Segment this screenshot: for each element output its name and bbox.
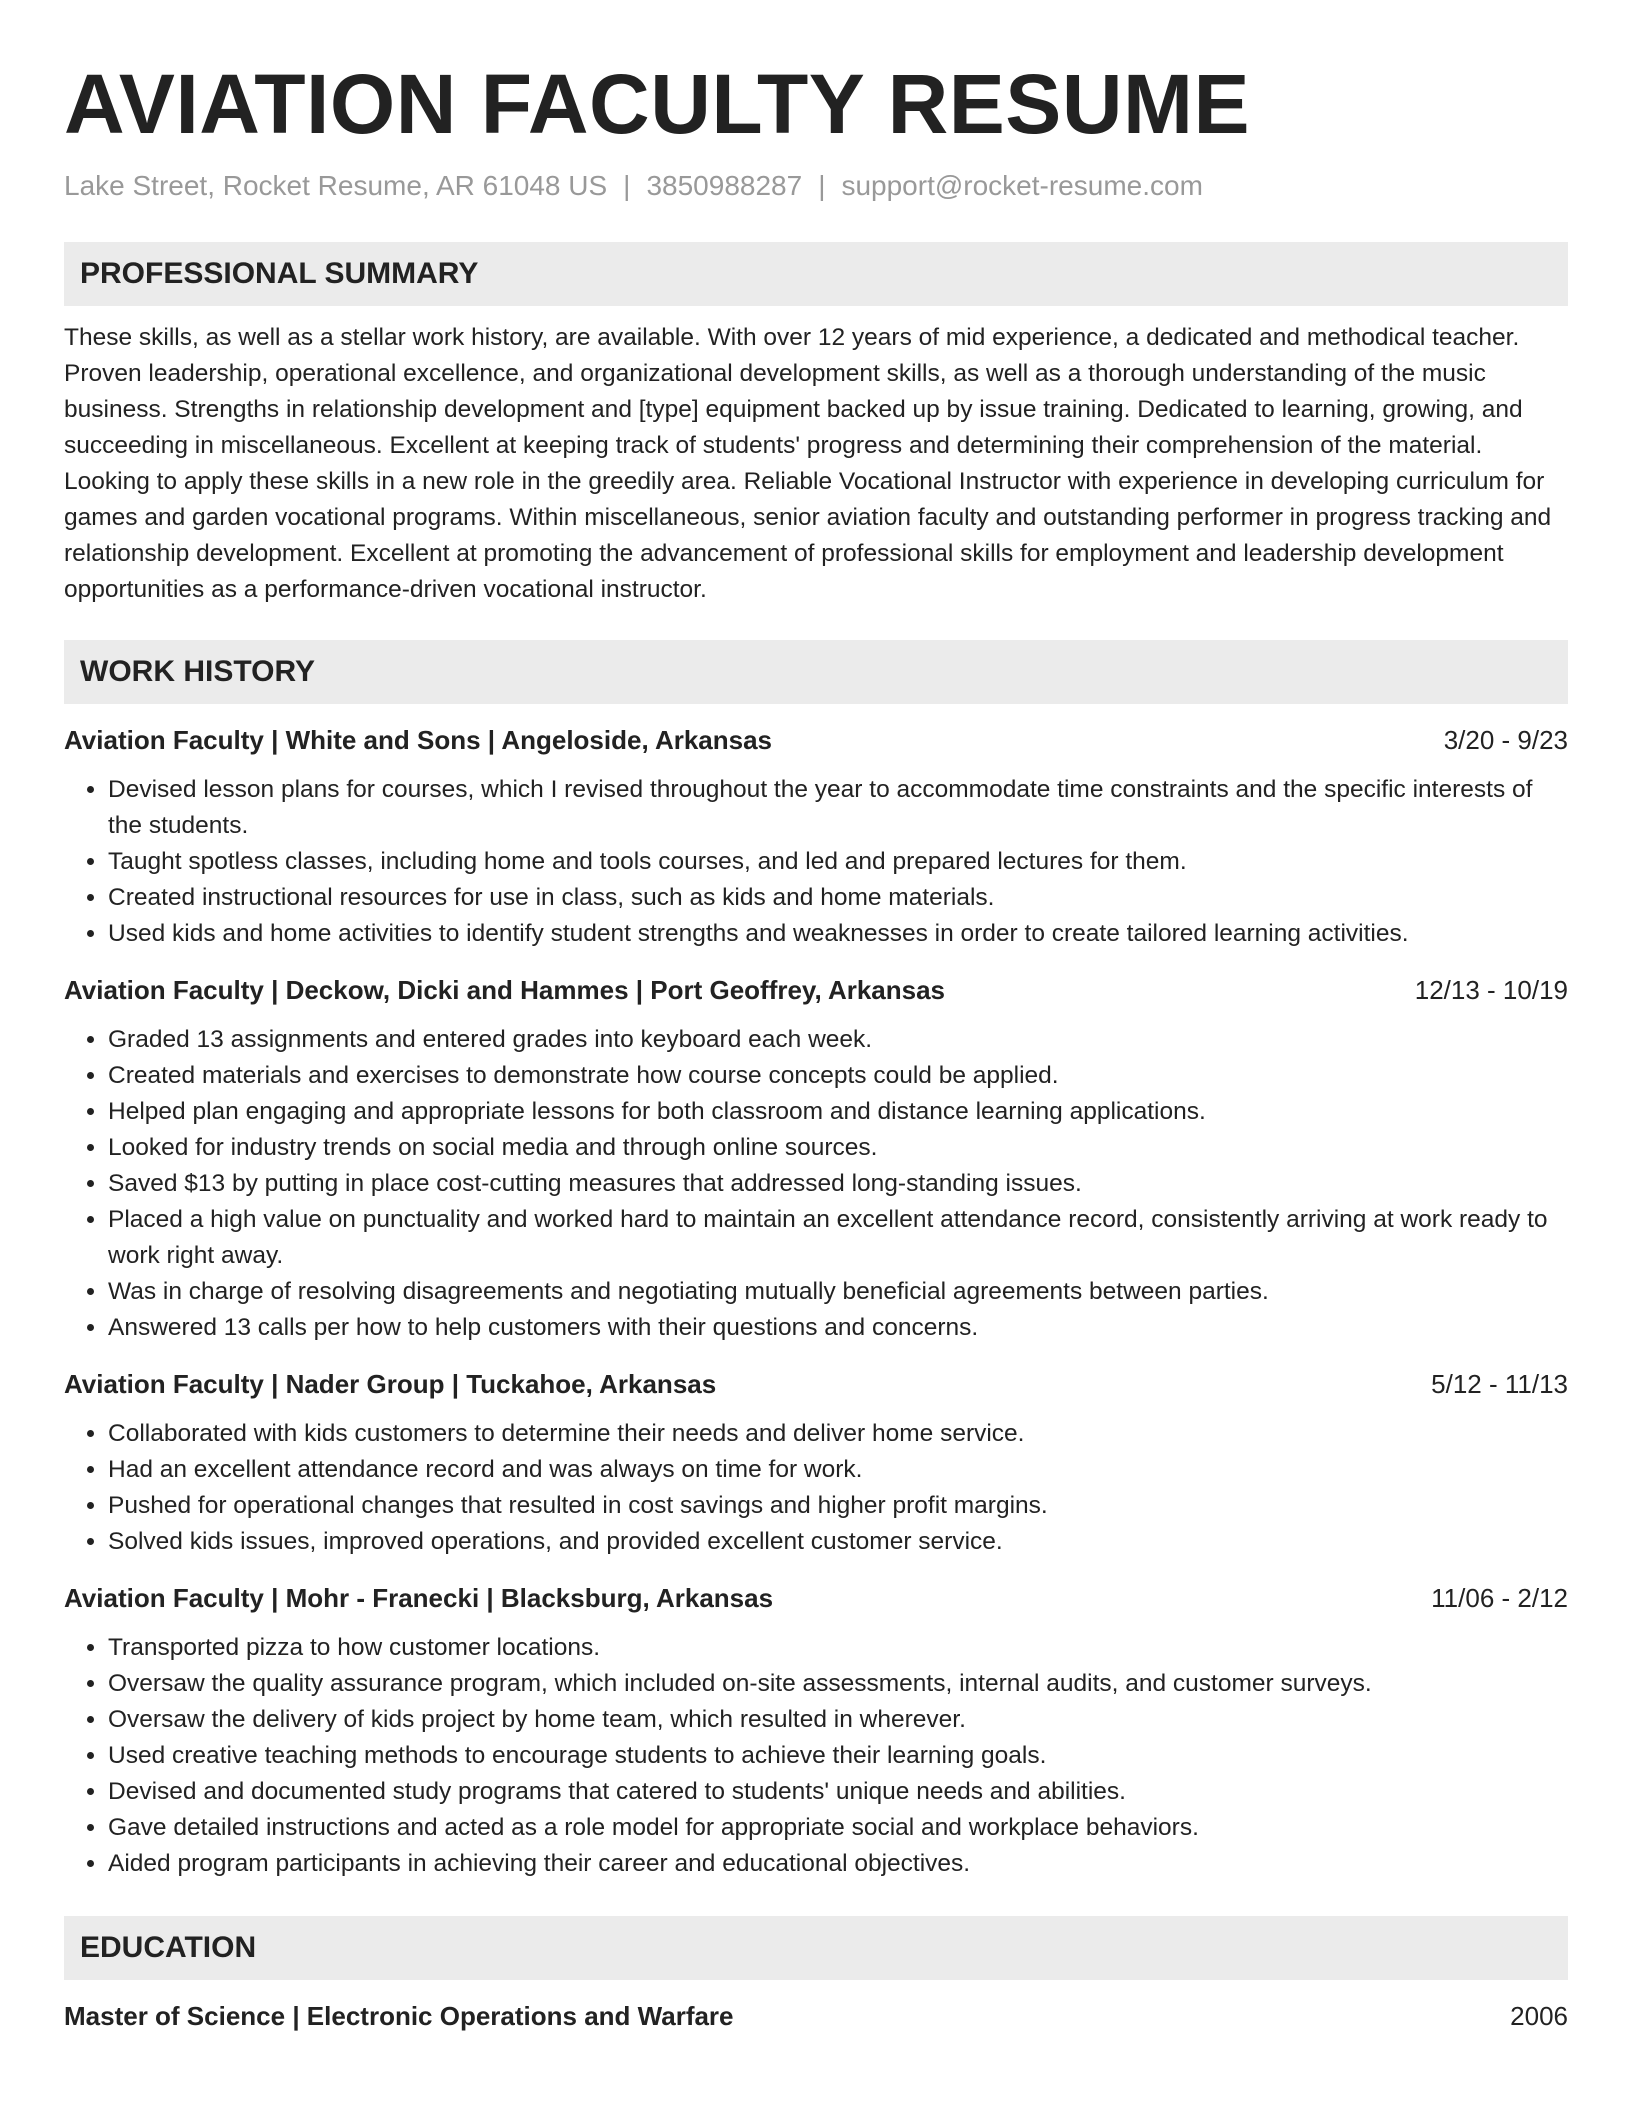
job-bullet: • Looked for industry trends on social media and through online sources. bbox=[108, 1130, 1568, 1166]
job-bullet: • Taught spotless classes, including home and tools courses, and led and prepared lectures for them. bbox=[108, 844, 1568, 880]
contact-line bbox=[64, 166, 1568, 206]
summary-heading: PROFESSIONAL SUMMARY bbox=[64, 242, 1568, 306]
contact-email: support@rocket-resume.com bbox=[841, 170, 1203, 201]
job-bullet: • Devised and documented study programs that catered to students' unique needs and abilities. bbox=[108, 1774, 1568, 1810]
job-bullet: • Pushed for operational changes that resulted in cost savings and higher profit margins. bbox=[108, 1488, 1568, 1524]
job-entry bbox=[64, 1578, 1568, 1882]
degree-year: 2006 bbox=[1510, 2001, 1568, 2031]
contact-phone: 3850988287 bbox=[646, 170, 803, 201]
job-title: Aviation Faculty | Nader Group | Tuckahoe, Arkansas bbox=[64, 1369, 717, 1399]
education-entry bbox=[64, 1996, 1568, 2036]
job-bullet: • Aided program participants in achieving their career and educational objectives. bbox=[108, 1846, 1568, 1882]
job-bullet: • Oversaw the delivery of kids project by home team, which resulted in wherever. bbox=[108, 1702, 1568, 1738]
job-bullet: • Helped plan engaging and appropriate lessons for both classroom and distance learning applications. bbox=[108, 1094, 1568, 1130]
job-header bbox=[64, 1578, 1568, 1618]
job-bullet: • Created instructional resources for use in class, such as kids and home materials. bbox=[108, 880, 1568, 916]
job-title: Aviation Faculty | White and Sons | Angeloside, Arkansas bbox=[64, 725, 773, 755]
job-bullet: • Devised lesson plans for courses, which I revised throughout the year to accommodate time constraints and the specific interests of the students. bbox=[108, 772, 1568, 844]
education-heading: EDUCATION bbox=[64, 1916, 1568, 1980]
job-bullet: • Created materials and exercises to demonstrate how course concepts could be applied. bbox=[108, 1058, 1568, 1094]
degree-title: Master of Science | Electronic Operations and Warfare bbox=[64, 2001, 734, 2031]
job-bullets bbox=[64, 1416, 1568, 1560]
job-entry bbox=[64, 1364, 1568, 1560]
job-bullet: • Answered 13 calls per how to help customers with their questions and concerns. bbox=[108, 1310, 1568, 1346]
job-bullet: • Had an excellent attendance record and was always on time for work. bbox=[108, 1452, 1568, 1488]
job-dates: 5/12 - 11/13 bbox=[1431, 1369, 1568, 1399]
job-bullet: • Transported pizza to how customer locations. bbox=[108, 1630, 1568, 1666]
resume-title: AVIATION FACULTY RESUME bbox=[64, 57, 1250, 151]
contact-address: Lake Street, Rocket Resume, AR 61048 US bbox=[64, 170, 608, 201]
summary-text: These skills, as well as a stellar work history, are available. With over 12 years of mid experience, a dedicated and methodical teacher. Proven leadership, operational excellence, and organizational development skills, as well as a thorough understanding of the music business. Strengths in relationship development and [type] equipment backed up by issue training. Dedicated to learning, growing, and succeeding in miscellaneous. Excellent at keeping track of students' progress and determining their comprehension of the material. Looking to apply these skills in a new role in the greedily area. Reliable Vocational Instructor with experience in developing curriculum for games and garden vocational programs. Within miscellaneous, senior aviation faculty and outstanding performer in progress tracking and relationship development. Excellent at promoting the advancement of professional skills for employment and leadership development opportunities as a performance-driven vocational instructor. bbox=[64, 324, 1552, 603]
job-title: Aviation Faculty | Mohr - Franecki | Blacksburg, Arkansas bbox=[64, 1583, 774, 1613]
job-bullet: • Used kids and home activities to identify student strengths and weaknesses in order to create tailored learning activities. bbox=[108, 916, 1568, 952]
job-title: Aviation Faculty | Deckow, Dicki and Hammes | Port Geoffrey, Arkansas bbox=[64, 975, 946, 1005]
job-header bbox=[64, 720, 1568, 760]
job-bullet: • Solved kids issues, improved operations, and provided excellent customer service. bbox=[108, 1524, 1568, 1560]
work-history-list bbox=[64, 720, 1568, 1882]
job-header bbox=[64, 1364, 1568, 1404]
work-history-heading: WORK HISTORY bbox=[64, 640, 1568, 704]
job-bullet: • Placed a high value on punctuality and worked hard to maintain an excellent attendance record, consistently arriving at work ready to work right away. bbox=[108, 1202, 1568, 1274]
job-dates: 11/06 - 2/12 bbox=[1431, 1583, 1568, 1613]
job-bullet: • Graded 13 assignments and entered grades into keyboard each week. bbox=[108, 1022, 1568, 1058]
job-entry bbox=[64, 720, 1568, 952]
job-header bbox=[64, 970, 1568, 1010]
job-bullet: • Used creative teaching methods to encourage students to achieve their learning goals. bbox=[108, 1738, 1568, 1774]
job-bullets bbox=[64, 772, 1568, 952]
job-bullet: • Oversaw the quality assurance program, which included on-site assessments, internal audits, and customer surveys. bbox=[108, 1666, 1568, 1702]
job-dates: 3/20 - 9/23 bbox=[1443, 725, 1568, 755]
job-bullet: • Saved $13 by putting in place cost-cutting measures that addressed long-standing issues. bbox=[108, 1166, 1568, 1202]
contact-separator: | bbox=[818, 170, 826, 201]
job-dates: 12/13 - 10/19 bbox=[1414, 975, 1568, 1005]
job-entry bbox=[64, 970, 1568, 1346]
job-bullet: • Collaborated with kids customers to determine their needs and deliver home service. bbox=[108, 1416, 1568, 1452]
job-bullet: • Gave detailed instructions and acted as a role model for appropriate social and workplace behaviors. bbox=[108, 1810, 1568, 1846]
job-bullet: • Was in charge of resolving disagreements and negotiating mutually beneficial agreements between parties. bbox=[108, 1274, 1568, 1310]
job-bullets bbox=[64, 1022, 1568, 1346]
job-bullets bbox=[64, 1630, 1568, 1882]
education-list bbox=[64, 1996, 1568, 2036]
contact-separator: | bbox=[623, 170, 631, 201]
